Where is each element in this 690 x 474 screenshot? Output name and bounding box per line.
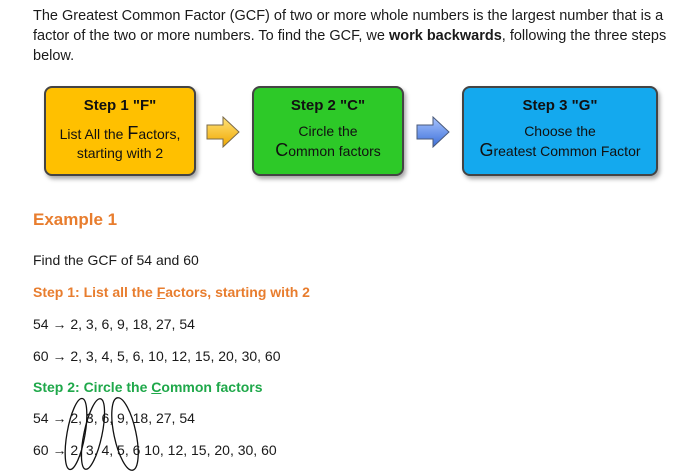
right-arrow-icon	[206, 116, 240, 148]
step2-heading-text2: ommon factors	[161, 379, 263, 395]
circled-list-60	[33, 442, 277, 458]
circled60-items: 2, 3, 4, 5, 6	[70, 442, 141, 458]
circled60-prefix: 60 →	[33, 442, 67, 458]
step1-desc-big-letter: F	[127, 123, 139, 143]
example-step1-heading	[33, 284, 310, 300]
example-title: Example 1	[33, 210, 118, 229]
circle-3	[77, 397, 110, 471]
right-arrow-icon	[416, 116, 450, 148]
example-prompt: Find the GCF of 54 and 60	[33, 252, 199, 268]
step3-box	[462, 86, 658, 176]
step2-box	[252, 86, 404, 176]
circle-2	[61, 397, 91, 471]
intro-bold-text: work backwards	[388, 28, 502, 44]
intro-text: The Greatest Common Factor (GCF) of two or more whole numbers is the largest number that is a factor of the two or more numbers. To find the GCF, we	[33, 8, 664, 44]
circled54-prefix: 54 →	[33, 410, 67, 426]
step1-heading-underlined: F	[156, 284, 166, 300]
factor-list-60: 60 → 2, 3, 4, 5, 6, 10, 12, 15, 20, 30, 60	[33, 348, 281, 364]
step1-desc	[46, 124, 194, 163]
step1-title: Step 1 "F"	[83, 97, 157, 114]
circled54-items: 2, 3, 6, 9,	[70, 410, 129, 426]
step1-box	[44, 86, 196, 176]
step3-desc	[464, 122, 656, 161]
step3-desc-big-letter: G	[479, 140, 494, 160]
factor-list-54: 54 → 2, 3, 6, 9, 18, 27, 54	[33, 316, 195, 332]
step2-heading-underlined: C	[151, 379, 162, 395]
step2-title: Step 2 "C"	[290, 97, 366, 114]
step1-heading-text: Step 1: List all the	[33, 284, 157, 300]
step2-desc-line1: Circle the	[298, 123, 358, 139]
step2-desc-big-letter: C	[275, 140, 289, 160]
step1-heading-text2: actors, starting with 2	[165, 284, 310, 300]
step1-desc-text2: actors,	[138, 126, 181, 142]
intro-paragraph	[33, 6, 673, 66]
step1-desc-line2: starting with 2	[76, 145, 164, 161]
step3-title: Step 3 "G"	[522, 97, 598, 114]
circle-6	[107, 396, 144, 473]
step2-heading-text: Step 2: Circle the	[33, 379, 152, 395]
step3-desc-line2: reatest Common Factor	[493, 143, 641, 159]
example-step2-heading	[33, 379, 263, 395]
step3-desc-line1: Choose the	[524, 123, 596, 139]
circled60-rest: 10, 12, 15, 20, 30, 60	[140, 442, 277, 458]
step1-desc-text: List All the	[59, 126, 128, 142]
intro-text-end: , following the three steps below.	[33, 28, 667, 64]
step2-desc-line2: ommon factors	[288, 143, 381, 159]
circled54-rest: 18, 27, 54	[128, 410, 195, 426]
step2-desc	[254, 122, 402, 161]
circled-list-54	[33, 410, 195, 426]
